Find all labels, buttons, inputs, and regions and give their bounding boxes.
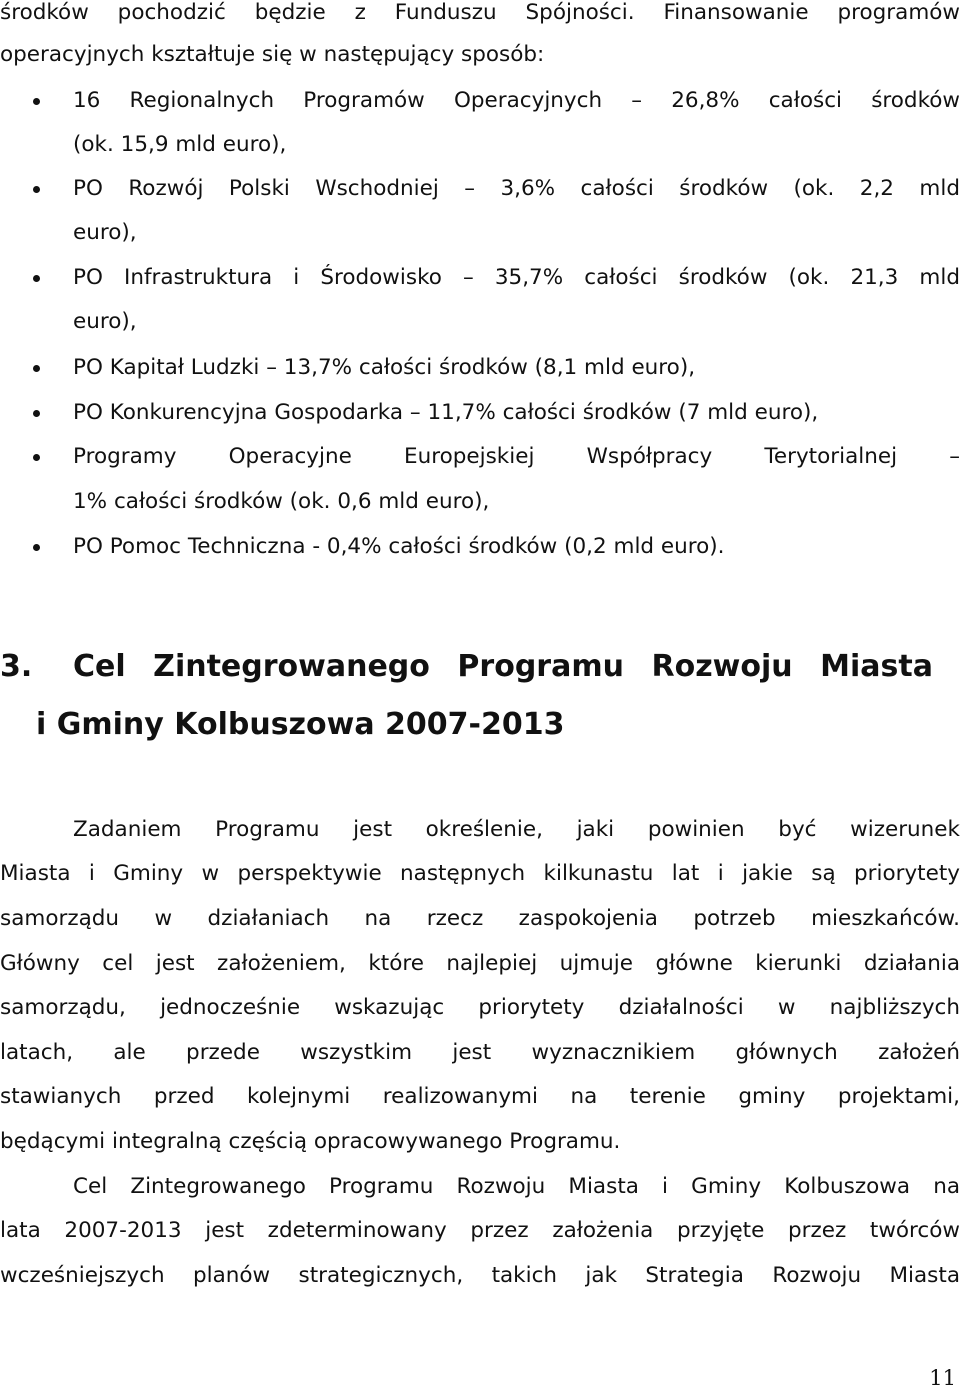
list-item-line: PO Infrastruktura i Środowisko – 35,7% całości środków (ok. 21,3 mld [73, 265, 960, 290]
page-number: 11 [929, 1366, 956, 1390]
paragraph-line: wcześniejszych planów strategicznych, takich jak Strategia Rozwoju Miasta [0, 1263, 960, 1288]
list-item-line: euro), [73, 309, 137, 334]
paragraph-line: latach, ale przede wszystkim jest wyznacznikiem głównych założeń [0, 1040, 960, 1065]
list-item-line: Programy Operacyjne Europejskiej Współpracy Terytorialnej – [73, 444, 960, 469]
paragraph-line: lata 2007-2013 jest zdeterminowany przez założenia przyjęte przez twórców [0, 1218, 960, 1243]
intro-line-2: operacyjnych kształtuje się w następujący sposób: [0, 42, 545, 67]
paragraph-line: Cel Zintegrowanego Programu Rozwoju Miasta i Gminy Kolbuszowa na [73, 1174, 960, 1199]
list-item-line: euro), [73, 220, 137, 245]
bullet-icon [33, 275, 40, 282]
paragraph-line: samorządu, jednocześnie wskazując priorytety działalności w najbliższych [0, 995, 960, 1020]
paragraph-line: Miasta i Gminy w perspektywie następnych kilkunastu lat i jakie są priorytety [0, 861, 960, 886]
bullet-icon [33, 454, 40, 461]
section-title: Cel Zintegrowanego Programu Rozwoju Miasta [73, 649, 933, 684]
list-item-line: 16 Regionalnych Programów Operacyjnych – 26,8% całości środków [73, 88, 960, 113]
paragraph-line: Główny cel jest założeniem, które najlepiej ujmuje główne kierunki działania [0, 951, 960, 976]
list-item-line: 1% całości środków (ok. 0,6 mld euro), [73, 489, 490, 514]
list-item-line: (ok. 15,9 mld euro), [73, 132, 287, 157]
paragraph-line: Zadaniem Programu jest określenie, jaki powinien być wizerunek [73, 817, 960, 842]
list-item-line: PO Konkurencyjna Gospodarka – 11,7% całości środków (7 mld euro), [73, 400, 819, 425]
intro-line-1: środków pochodzić będzie z Funduszu Spójności. Finansowanie programów [0, 0, 960, 25]
list-item-line: PO Rozwój Polski Wschodniej – 3,6% całości środków (ok. 2,2 mld [73, 176, 960, 201]
section-number: 3. [0, 649, 33, 684]
list-item-line: PO Pomoc Techniczna - 0,4% całości środków (0,2 mld euro). [73, 534, 725, 559]
bullet-icon [33, 410, 40, 417]
bullet-icon [33, 186, 40, 193]
section-title-continued: i Gminy Kolbuszowa 2007-2013 [36, 707, 565, 742]
paragraph-line: samorządu w działaniach na rzecz zaspokojenia potrzeb mieszkańców. [0, 906, 960, 931]
bullet-icon [33, 98, 40, 105]
list-item-line: PO Kapitał Ludzki – 13,7% całości środków (8,1 mld euro), [73, 355, 696, 380]
paragraph-line: będącymi integralną częścią opracowywanego Programu. [0, 1129, 621, 1154]
bullet-icon [33, 544, 40, 551]
bullet-icon [33, 365, 40, 372]
paragraph-line: stawianych przed kolejnymi realizowanymi na terenie gminy projektami, [0, 1084, 960, 1109]
